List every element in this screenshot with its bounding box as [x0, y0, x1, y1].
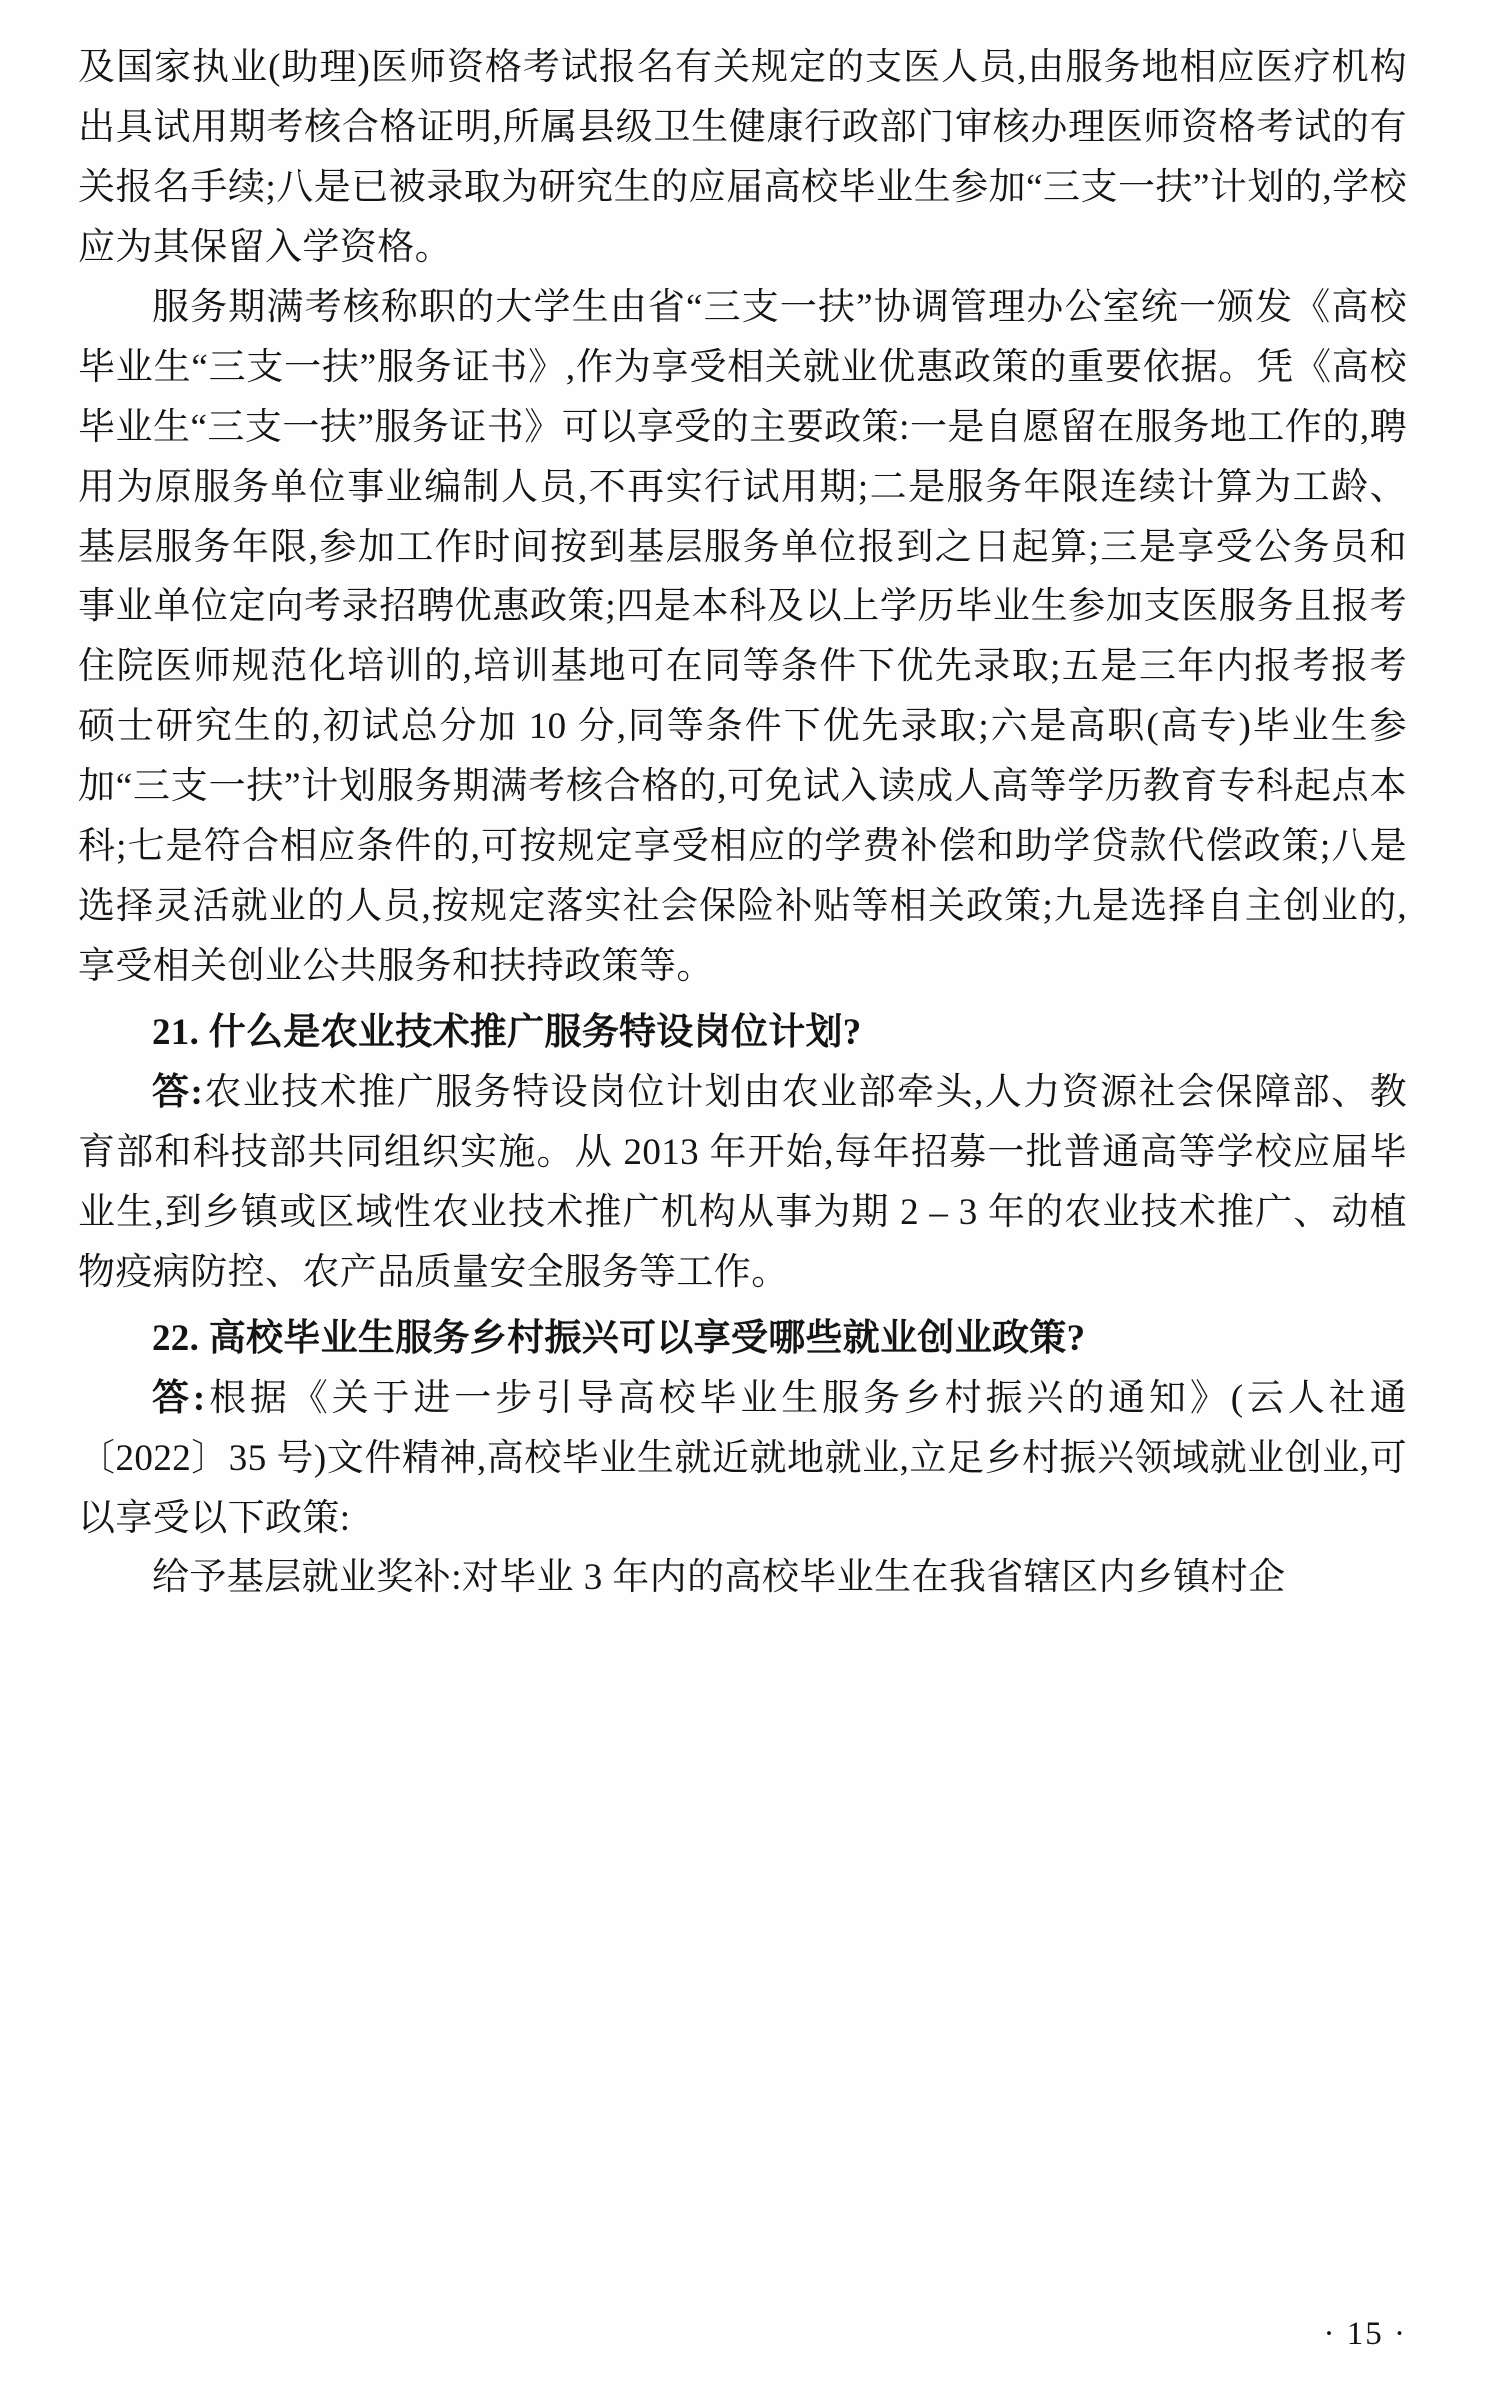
answer-22-subparagraph: 给予基层就业奖补:对毕业 3 年内的高校毕业生在我省辖区内乡镇村企 [152, 1557, 1286, 1599]
page-body [78, 38, 1407, 1608]
paragraph-continuation: 及国家执业(助理)医师资格考试报名有关规定的支医人员,由服务地相应医疗机构出具试用期考核合格证明,所属县级卫生健康行政部门审核办理医师资格考试的有关报名手续;八是已被录取为研究生的应届高校毕业生参加“三支一扶”计划的,学校应为其保留入学资格。 [78, 47, 1407, 268]
answer-label-22: 答: [152, 1377, 206, 1419]
answer-label-21: 答: [152, 1071, 204, 1113]
answer-21 [78, 1063, 1407, 1303]
paragraph-service-certificate: 服务期满考核称职的大学生由省“三支一扶”协调管理办公室统一颁发《高校毕业生“三支一扶”服务证书》,作为享受相关就业优惠政策的重要依据。凭《高校毕业生“三支一扶”服务证书》可以享受的主要政策:一是自愿留在服务地工作的,聘用为原服务单位事业编制人员,不再实行试用期;二是服务年限连续计算为工龄、基层服务年限,参加工作时间按到基层服务单位报到之日起算;三是享受公务员和事业单位定向考录招聘优惠政策;四是本科及以上学历毕业生参加支医服务且报考住院医师规范化培训的,培训基地可在同等条件下优先录取;五是三年内报考报考硕士研究生的,初试总分加 10 分,同等条件下优先录取;六是高职(高专)毕业生参加“三支一扶”计划服务期满考核合格的,可免试入读成人高等学历教育专科起点本科;七是符合相应条件的,可按规定享受相应的学费补偿和助学贷款代偿政策;八是选择灵活就业的人员,按规定落实社会保险补贴等相关政策;九是选择自主创业的,享受相关创业公共服务和扶持政策等。 [78, 286, 1407, 988]
answer-text-21: 农业技术推广服务特设岗位计划由农业部牵头,人力资源社会保障部、教育部和科技部共同组织实施。从 2013 年开始,每年招募一批普通高等学校应届毕业生,到乡镇或区域性农业技术推广机构从事为期 2 – 3 年的农业技术推广、动植物疫病防控、农产品质量安全服务等工作。 [78, 1071, 1407, 1293]
answer-22 [78, 1369, 1407, 1549]
page-number: · 15 · [1323, 2316, 1407, 2352]
question-heading-21: 21. 什么是农业技术推广服务特设岗位计划? [152, 1012, 862, 1053]
question-heading-22: 22. 高校毕业生服务乡村振兴可以享受哪些就业创业政策? [152, 1317, 1086, 1359]
answer-text-22: 根据《关于进一步引导高校毕业生服务乡村振兴的通知》(云人社通〔2022〕35 号)文件精神,高校毕业生就近就地就业,立足乡村振兴领域就业创业,可以享受以下政策: [78, 1377, 1407, 1539]
